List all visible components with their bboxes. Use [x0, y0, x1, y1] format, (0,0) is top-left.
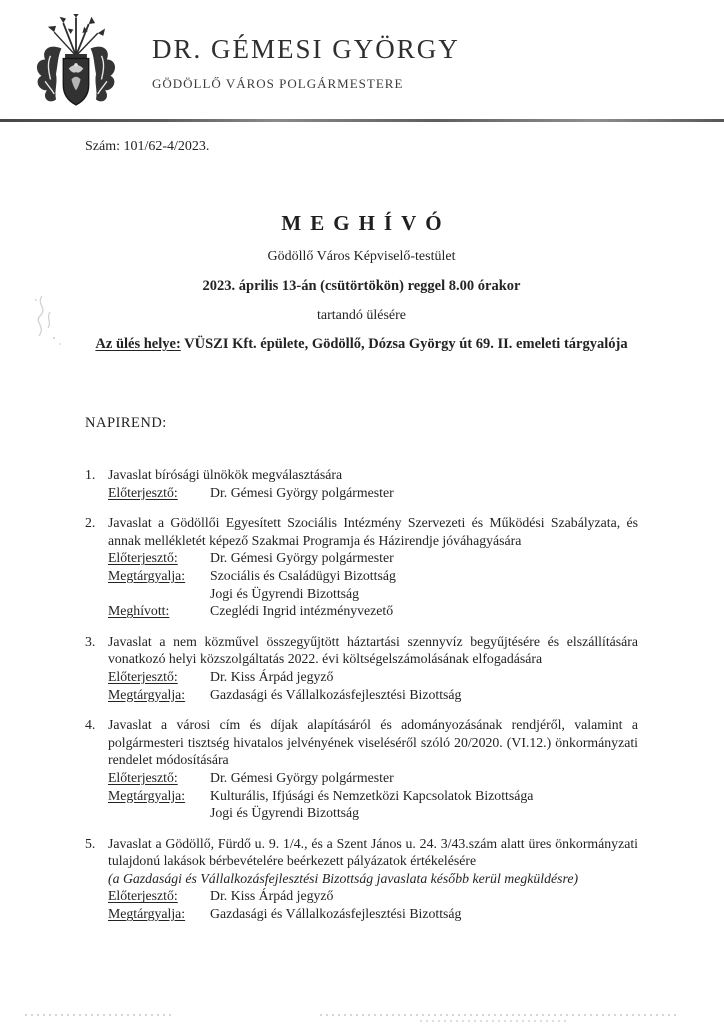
- meeting-datetime: 2023. április 13-án (csütörtökön) reggel 8.00 órakor: [202, 278, 521, 294]
- agenda-field-row: [108, 668, 638, 686]
- footer-remnant-segment: [320, 1014, 680, 1016]
- agenda-field-label-text: Előterjesztő:: [108, 769, 178, 785]
- location-label: Az ülés helye:: [95, 336, 181, 352]
- location-value: VÜSZI Kft. épülete, Gödöllő, Dózsa György út 69. II. emeleti tárgyalója: [184, 336, 628, 352]
- agenda-field-row: [108, 585, 638, 603]
- faint-footer-remnants: [0, 1010, 724, 1024]
- footer-remnant-segment: [420, 1020, 570, 1022]
- agenda-field-label-text: Megtárgyalja:: [108, 686, 186, 702]
- agenda-item: [85, 633, 638, 703]
- agenda-item-title: Javaslat a városi cím és díjak alapításáról és adományozásának rendjéről, valamint a polgármesteri tisztség hivatalos jelvényének viseléséről szóló 20/2020. (VI.12.) önkormányzati rendelet módosítására: [108, 717, 638, 768]
- letterhead-divider: [0, 119, 724, 122]
- agenda-item: [85, 835, 638, 923]
- agenda-field-label: [108, 668, 210, 686]
- agenda-field-label: [108, 769, 210, 787]
- agenda-item-content: [108, 514, 638, 620]
- footer-remnant-segment: [25, 1014, 175, 1016]
- agenda-field-value: Dr. Kiss Árpád jegyző: [210, 888, 334, 904]
- invitation-body-line: Gödöllő Város Képviselő-testület: [267, 249, 456, 264]
- agenda-item: [85, 716, 638, 822]
- agenda-item-note: (a Gazdasági és Vállalkozásfejlesztési Bizottság javaslata később kerül megküldésre): [108, 870, 579, 886]
- coat-of-arms-icon: [30, 14, 122, 114]
- agenda-field-label: [108, 484, 210, 502]
- agenda-heading: NAPIREND:: [85, 415, 167, 431]
- invitation-body-line2: tartandó ülésére: [316, 308, 406, 323]
- agenda-field-label-text: Előterjesztő:: [108, 668, 178, 684]
- agenda-field-value: Kulturális, Ifjúsági és Nemzetközi Kapcsolatok Bizottsága: [210, 787, 534, 803]
- agenda-item-content: [108, 633, 638, 703]
- agenda-field-label-text: Megtárgyalja:: [108, 787, 186, 803]
- agenda-field-label-text: Meghívott:: [108, 603, 170, 619]
- agenda-field-row: [108, 686, 638, 704]
- agenda-item-title: Javaslat a Gödöllő, Fürdő u. 9. 1/4., és a Szent János u. 24. 3/43.szám alatt üres önkormányzati tulajdonú lakások bérbevételére beérkezett pályázatok értékelésére: [108, 835, 638, 869]
- agenda-item: [85, 466, 638, 501]
- letterhead: [0, 0, 724, 114]
- agenda-field-label-text: Megtárgyalja:: [108, 567, 186, 583]
- agenda-field-row: [108, 484, 638, 502]
- agenda-item-title: Javaslat a Gödöllői Egyesített Szociális Intézmény Szervezeti és Működési Szabályzata, és annak mellékletét képező Szakmai Programja és Házirendje jóváhagyására: [108, 515, 638, 548]
- agenda-field-row: [108, 887, 638, 905]
- reference-number: Szám: 101/62-4/2023.: [85, 139, 210, 154]
- agenda-item-content: [108, 835, 638, 923]
- agenda-field-label-text: Megtárgyalja:: [108, 906, 186, 922]
- agenda-field-value: Dr. Gémesi György polgármester: [210, 550, 394, 566]
- agenda-item-number: 1.: [85, 467, 96, 482]
- agenda-field-label-text: Előterjesztő:: [108, 550, 178, 566]
- agenda-field-value: Dr. Gémesi György polgármester: [210, 484, 394, 500]
- agenda-field-row: [108, 602, 638, 620]
- agenda-field-label-text: Előterjesztő:: [108, 484, 178, 500]
- sender-name: DR. GÉMESI GYÖRGY: [152, 34, 460, 64]
- agenda-field-value: Dr. Kiss Árpád jegyző: [210, 668, 334, 684]
- sender-title: GÖDÖLLŐ VÁROS POLGÁRMESTERE: [152, 76, 404, 91]
- agenda-field-value: Gazdasági és Vállalkozásfejlesztési Bizottság: [210, 686, 462, 702]
- agenda-field-row: [108, 567, 638, 585]
- agenda-field-row: [108, 549, 638, 567]
- agenda-item-number: 5.: [85, 835, 96, 851]
- agenda-field-row: [108, 804, 638, 822]
- agenda-field-row: [108, 905, 638, 923]
- agenda-field-label: [108, 905, 210, 923]
- document-body: [0, 139, 724, 923]
- agenda-field-value: Dr. Gémesi György polgármester: [210, 769, 394, 785]
- agenda-item-title: Javaslat bírósági ülnökök megválasztására: [108, 467, 343, 482]
- meeting-location-line: [85, 336, 638, 353]
- agenda-field-label-text: Előterjesztő:: [108, 888, 178, 904]
- agenda-field-row: [108, 769, 638, 787]
- agenda-item-number: 2.: [85, 515, 96, 531]
- agenda-field-label: [108, 549, 210, 567]
- agenda-field-label: [108, 686, 210, 704]
- agenda-field-value: Jogi és Ügyrendi Bizottság: [210, 805, 360, 821]
- letterhead-text: [152, 14, 460, 92]
- agenda-field-label: [108, 585, 210, 603]
- agenda-field-value: Czeglédi Ingrid intézményvezető: [210, 603, 394, 619]
- agenda-item-number: 4.: [85, 717, 96, 733]
- agenda-field-value: Szociális és Családügyi Bizottság: [210, 567, 396, 583]
- agenda-field-label: [108, 602, 210, 620]
- agenda-field-row: [108, 787, 638, 805]
- agenda-item-title: Javaslat a nem közművel összegyűjtött háztartási szennyvíz begyűjtésére és elszállítására vonatkozó helyi közszolgáltatás 2022. évi költségelszámolásának elfogadására: [108, 633, 638, 667]
- agenda-item: [85, 514, 638, 620]
- agenda-field-label: [108, 804, 210, 822]
- agenda-field-label: [108, 567, 210, 585]
- agenda-item-content: [108, 716, 638, 822]
- agenda-field-label: [108, 787, 210, 805]
- invitation-title: MEGHÍVÓ: [281, 211, 451, 235]
- agenda-list: [85, 466, 638, 923]
- agenda-field-label: [108, 887, 210, 905]
- pencil-mark: [26, 292, 70, 350]
- agenda-item-content: [108, 466, 638, 501]
- agenda-field-value: Jogi és Ügyrendi Bizottság: [210, 585, 360, 601]
- agenda-item-number: 3.: [85, 633, 96, 649]
- agenda-field-value: Gazdasági és Vállalkozásfejlesztési Bizottság: [210, 906, 462, 922]
